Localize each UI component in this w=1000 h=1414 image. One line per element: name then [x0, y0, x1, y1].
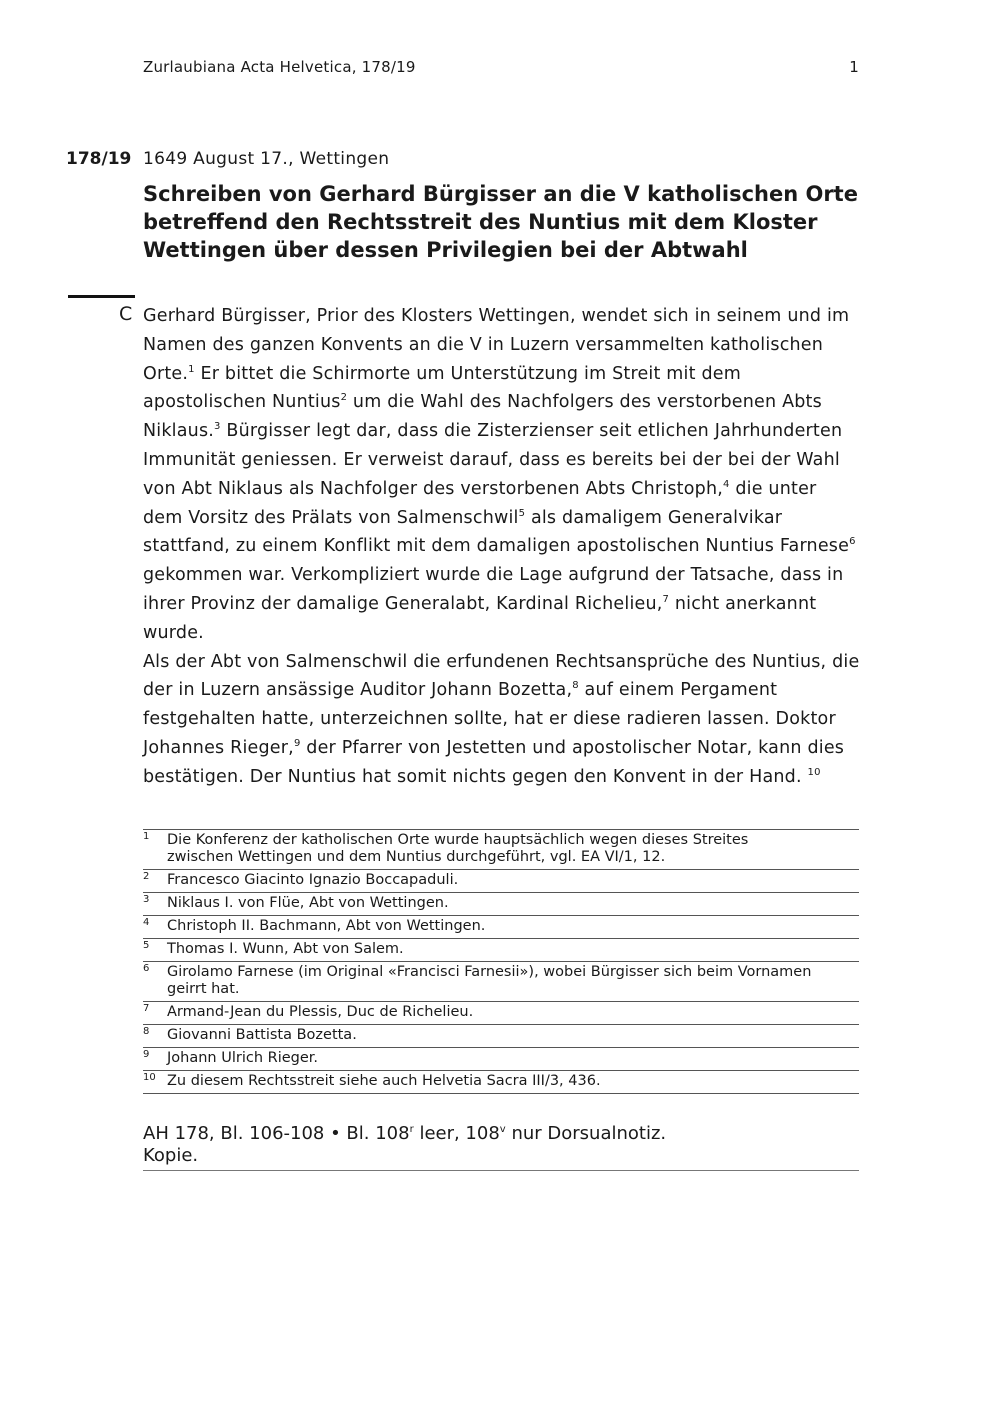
regest-line: Als der Abt von Salmenschwil die erfundenen Rechtsansprüche des Nuntius, die: [143, 651, 860, 672]
title-line: Wettingen über dessen Privilegien bei der Abtwahl: [143, 238, 748, 262]
footnote-text: Die Konferenz der katholischen Orte wurde hauptsächlich wegen dieses Streites: [167, 832, 749, 848]
regest-line: bestätigen. Der Nuntius hat somit nichts gegen den Konvent in der Hand. $^{10}$: [143, 766, 821, 787]
footnote-ref[interactable]: 10: [807, 766, 821, 778]
footnote-ref[interactable]: 9: [293, 737, 301, 749]
footnote-text: zwischen Wettingen und dem Nuntius durchgeführt, vgl. EA VI/1, 12.: [167, 849, 666, 865]
source-copy-note: Kopie.: [143, 1145, 199, 1166]
date-place-line: 1649 August 17., Wettingen: [143, 149, 390, 169]
regest-line: gekommen war. Verkompliziert wurde die Lage aufgrund der Tatsache, dass in: [143, 565, 844, 586]
source-line: AH 178, Bl. 106-108 • Bl. 108$^r$ leer, 108$^v$ nur Dorsualnotiz.: [143, 1123, 667, 1144]
footnote-ref[interactable]: 4: [723, 478, 730, 490]
footnote-text: Zu diesem Rechtsstreit siehe auch Helvetia Sacra III/3, 436.: [167, 1073, 601, 1089]
footnote-text: Armand-Jean du Plessis, Duc de Richelieu.: [167, 1004, 474, 1020]
footnote-number: 7: [143, 1003, 150, 1014]
footnotes: [143, 829, 859, 1094]
margin-letter: C: [119, 303, 133, 325]
footnote-number: 2: [143, 871, 150, 882]
regest-line: Johannes Rieger,$^9$ der Pfarrer von Jestetten und apostolischer Notar, kann dies: [143, 737, 845, 758]
footnote: [143, 961, 859, 1001]
regest-line: apostolischen Nuntius$^2$ um die Wahl des Nachfolgers des verstorbenen Abts: [143, 392, 822, 413]
footnote-text: Girolamo Farnese (im Original «Francisci Farnesii»), wobei Bürgisser sich beim Vornamen: [167, 964, 812, 980]
source-note: [143, 1123, 859, 1167]
footnote: [143, 938, 859, 961]
footnote-number: 9: [143, 1049, 150, 1060]
regest-line: von Abt Niklaus als Nachfolger des verstorbenen Abts Christoph,$^4$ die unter: [143, 478, 817, 499]
page-number: 1: [849, 58, 859, 76]
footnote-number: 4: [143, 917, 150, 928]
footnote-ref[interactable]: 1: [188, 363, 195, 375]
regest-line: Immunität geniessen. Er verweist darauf, dass es bereits bei der bei der Wahl: [143, 449, 840, 470]
footnote-number: 3: [143, 894, 150, 905]
footnote-text: Niklaus I. von Flüe, Abt von Wettingen.: [167, 895, 449, 911]
footnote-text: Christoph II. Bachmann, Abt von Wettingen.: [167, 918, 486, 934]
footnote-number: 1: [143, 831, 150, 842]
footnotes-end-rule: [143, 1093, 859, 1094]
title-line: betreffend den Rechtsstreit des Nuntius mit dem Kloster: [143, 210, 818, 234]
running-head-title: Zurlaubiana Acta Helvetica, 178/19: [143, 58, 416, 76]
footnote-number: 5: [143, 940, 150, 951]
footnote: [143, 915, 859, 938]
regest-line: Orte.$^1$ Er bittet die Schirmorte um Unterstützung im Streit mit dem: [143, 363, 741, 384]
footnote-text: Thomas I. Wunn, Abt von Salem.: [167, 941, 404, 957]
footnote-ref[interactable]: 5: [518, 507, 526, 519]
footnote: [143, 1070, 859, 1093]
footnote: [143, 829, 859, 869]
footnote-text: geirrt hat.: [167, 981, 240, 997]
regest-line: stattfand, zu einem Konflikt mit dem damaligen apostolischen Nuntius Farnese$^6$: [143, 536, 856, 557]
regest-line: Gerhard Bürgisser, Prior des Klosters Wettingen, wendet sich in seinem und im: [143, 306, 850, 326]
footnote-ref[interactable]: 3: [214, 421, 221, 433]
footnote-text: Johann Ulrich Rieger.: [167, 1050, 319, 1066]
verso-mark: v: [499, 1124, 506, 1135]
footnote: [143, 892, 859, 915]
footnote-ref[interactable]: 7: [662, 593, 670, 605]
regest-line: dem Vorsitz des Prälats von Salmenschwil$^5$ als damaligem Generalvikar: [143, 507, 783, 528]
recto-mark: r: [409, 1124, 414, 1135]
source-rule: [143, 1170, 859, 1171]
regest-line: festgehalten hatte, unterzeichnen sollte, hat er diese radieren lassen. Doktor: [143, 709, 836, 730]
footnote: [143, 1024, 859, 1047]
regest-line: ihrer Provinz der damalige Generalabt, Kardinal Richelieu,$^7$ nicht anerkannt: [143, 593, 817, 614]
footnote-ref[interactable]: 6: [849, 536, 856, 548]
title-line: Schreiben von Gerhard Bürgisser an die V katholischen Orte: [143, 182, 858, 206]
footnote-ref[interactable]: 8: [572, 680, 579, 692]
document-title: [143, 180, 858, 264]
footnote: [143, 869, 859, 892]
margin-rule: [68, 295, 135, 298]
regest-line: Niklaus.$^3$ Bürgisser legt dar, dass die Zisterzienser seit etlichen Jahrhunderten: [143, 421, 843, 442]
footnote-text: Giovanni Battista Bozetta.: [167, 1027, 357, 1043]
footnote: [143, 1047, 859, 1070]
footnote-text: Francesco Giacinto Ignazio Boccapaduli.: [167, 872, 459, 888]
regest-line: Namen des ganzen Konvents an die V in Luzern versammelten katholischen: [143, 334, 824, 355]
running-head: [143, 58, 859, 76]
document-number: 178/19: [66, 149, 132, 169]
regest-text: [143, 302, 873, 792]
footnote: [143, 1001, 859, 1024]
footnote-ref[interactable]: 2: [340, 392, 348, 404]
regest-line: wurde.: [143, 622, 204, 643]
footnote-number: 10: [143, 1072, 156, 1083]
footnote-number: 6: [143, 963, 150, 974]
regest-line: der in Luzern ansässige Auditor Johann Bozetta,$^8$ auf einem Pergament: [143, 680, 778, 701]
footnote-number: 8: [143, 1026, 150, 1037]
